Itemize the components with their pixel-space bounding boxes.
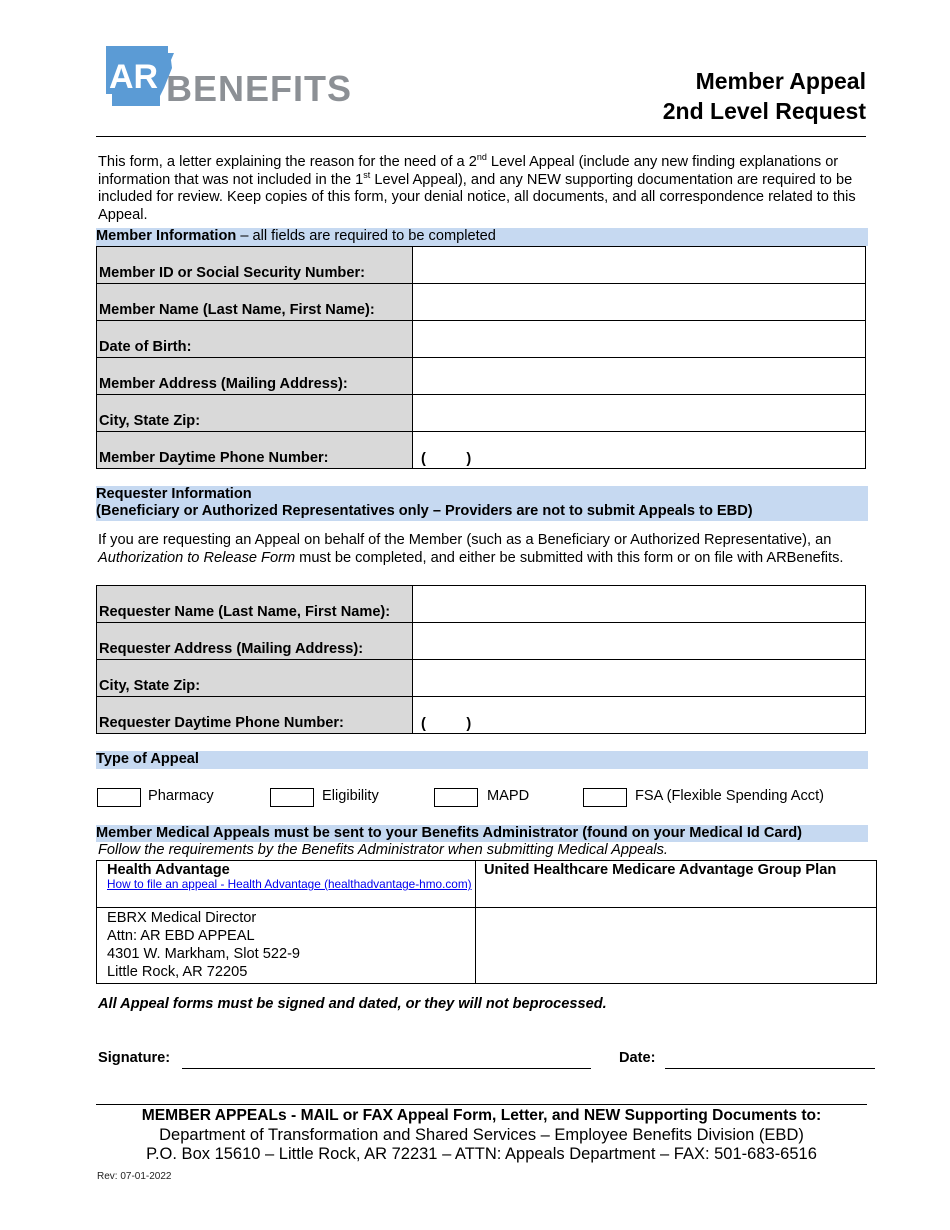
member-info-header <box>96 228 868 246</box>
member-city-row <box>97 395 866 432</box>
signature-notice: All Appeal forms must be signed and dated, or they will not beprocessed. <box>98 996 607 1012</box>
member-id-input[interactable] <box>413 247 866 284</box>
requester-info-header <box>96 486 868 521</box>
requester-city-row <box>97 660 866 697</box>
medical-administrators-table <box>96 860 877 984</box>
fsa-label: FSA (Flexible Spending Acct) <box>635 788 824 804</box>
address-line-2: Attn: AR EBD APPEAL <box>107 928 255 944</box>
health-advantage-address <box>97 908 476 984</box>
requester-name-label: Requester Name (Last Name, First Name): <box>97 586 413 623</box>
authorization-form-name: Authorization to Release Form <box>98 549 296 566</box>
footer-line-1: MEMBER APPEALs - MAIL or FAX Appeal Form, Letter, and NEW Supporting Documents to: <box>141 1107 822 1124</box>
member-name-input[interactable] <box>413 284 866 321</box>
medical-appeals-subheader: Follow the requirements by the Benefits Administrator when submitting Medical Appeals. <box>98 842 668 858</box>
member-id-row <box>97 247 866 284</box>
date-label: Date: <box>619 1050 656 1066</box>
footer-divider <box>96 1104 867 1105</box>
arbenefits-logo <box>104 44 353 110</box>
requester-city-input[interactable] <box>413 660 866 697</box>
health-advantage-appeal-link[interactable]: How to file an appeal - Health Advantage (healthadvantage-hmo.com) <box>107 877 472 891</box>
dob-row <box>97 321 866 358</box>
requester-info-note: (Beneficiary or Authorized Representatives only – Providers are not to submit Appeals to EBD) <box>96 503 753 519</box>
requester-name-input[interactable] <box>413 586 866 623</box>
footer-mailing-info <box>96 1106 867 1165</box>
administrator-header-row <box>97 861 877 908</box>
title-line-2: 2nd Level Request <box>662 98 866 124</box>
pharmacy-checkbox[interactable] <box>97 788 141 807</box>
footer-line-3: P.O. Box 15610 – Little Rock, AR 72231 – ATTN: Appeals Department – FAX: 501-683-6516 <box>146 1145 817 1163</box>
eligibility-checkbox[interactable] <box>270 788 314 807</box>
mapd-checkbox[interactable] <box>434 788 478 807</box>
requester-description <box>98 532 868 567</box>
medical-appeals-header: Member Medical Appeals must be sent to your Benefits Administrator (found on your Medical Id Card) <box>96 825 868 842</box>
member-phone-row <box>97 432 866 469</box>
address-line-1: EBRX Medical Director <box>107 910 257 926</box>
signature-label: Signature: <box>98 1050 171 1066</box>
member-city-label: City, State Zip: <box>97 395 413 432</box>
pharmacy-label: Pharmacy <box>148 788 214 804</box>
requester-phone-label: Requester Daytime Phone Number: <box>97 697 413 734</box>
health-advantage-cell <box>97 861 476 908</box>
requester-address-label: Requester Address (Mailing Address): <box>97 623 413 660</box>
requester-desc-text-1: If you are requesting an Appeal on behalf of the Member (such as a Beneficiary or Authorized Representative), an <box>98 532 832 548</box>
health-advantage-title: Health Advantage <box>107 862 230 878</box>
member-phone-label: Member Daytime Phone Number: <box>97 432 413 469</box>
united-healthcare-title: United Healthcare Medicare Advantage Group Plan <box>484 862 837 878</box>
member-address-row <box>97 358 866 395</box>
member-info-header-bold: Member Information <box>96 228 237 244</box>
member-name-row <box>97 284 866 321</box>
title-line-1: Member Appeal <box>695 68 866 94</box>
mapd-label: MAPD <box>487 788 530 804</box>
member-id-label: Member ID or Social Security Number: <box>97 247 413 284</box>
address-line-4: Little Rock, AR 72205 <box>107 964 248 980</box>
revision-date: Rev: 07-01-2022 <box>97 1171 172 1182</box>
appeal-type-header: Type of Appeal <box>96 751 868 769</box>
appeal-type-options <box>0 787 950 811</box>
member-name-label: Member Name (Last Name, First Name): <box>97 284 413 321</box>
page-title <box>663 66 866 126</box>
eligibility-label: Eligibility <box>322 788 379 804</box>
intro-paragraph <box>98 154 868 224</box>
member-info-header-note: – all fields are required to be completed <box>236 228 496 244</box>
member-address-input[interactable] <box>413 358 866 395</box>
requester-address-input[interactable] <box>413 623 866 660</box>
administrator-address-row <box>97 908 877 984</box>
member-info-table <box>96 246 866 469</box>
requester-info-table <box>96 585 866 734</box>
footer-line-2: Department of Transformation and Shared Services – Employee Benefits Division (EBD) <box>159 1125 804 1144</box>
intro-sup-1: nd <box>476 152 487 163</box>
intro-text-2: Level Appeal (include any new finding explanations or information that was not included in the 1 <box>98 154 839 188</box>
fsa-checkbox[interactable] <box>583 788 627 807</box>
dob-label: Date of Birth: <box>97 321 413 358</box>
address-line-3: 4301 W. Markham, Slot 522-9 <box>107 946 301 962</box>
member-city-input[interactable] <box>413 395 866 432</box>
date-line[interactable] <box>665 1068 875 1069</box>
logo-benefits-text: BENEFITS <box>166 68 353 109</box>
requester-phone-row <box>97 697 866 734</box>
intro-sup-2: st <box>363 169 371 180</box>
logo-ar-text: AR <box>109 58 159 96</box>
requester-info-title: Requester Information <box>96 486 252 502</box>
united-healthcare-cell <box>476 861 877 908</box>
intro-text-3: Level Appeal), and any NEW supporting documentation are required to be included for review. Keep copies of this form, your denial notice, all documents, and all correspondence related to this Appeal. <box>98 171 856 223</box>
requester-desc-text-2: must be completed, and either be submitted with this form or on file with ARBenefits. <box>295 549 844 566</box>
title-divider <box>96 136 866 137</box>
member-address-label: Member Address (Mailing Address): <box>97 358 413 395</box>
signature-line[interactable] <box>182 1068 591 1069</box>
requester-name-row <box>97 586 866 623</box>
intro-text-1: This form, a letter explaining the reason for the need of a 2 <box>98 154 477 170</box>
requester-city-label: City, State Zip: <box>97 660 413 697</box>
requester-phone-input[interactable]: ( ) <box>413 697 866 734</box>
requester-address-row <box>97 623 866 660</box>
member-phone-input[interactable]: ( ) <box>413 432 866 469</box>
united-healthcare-address <box>476 908 877 984</box>
dob-input[interactable] <box>413 321 866 358</box>
